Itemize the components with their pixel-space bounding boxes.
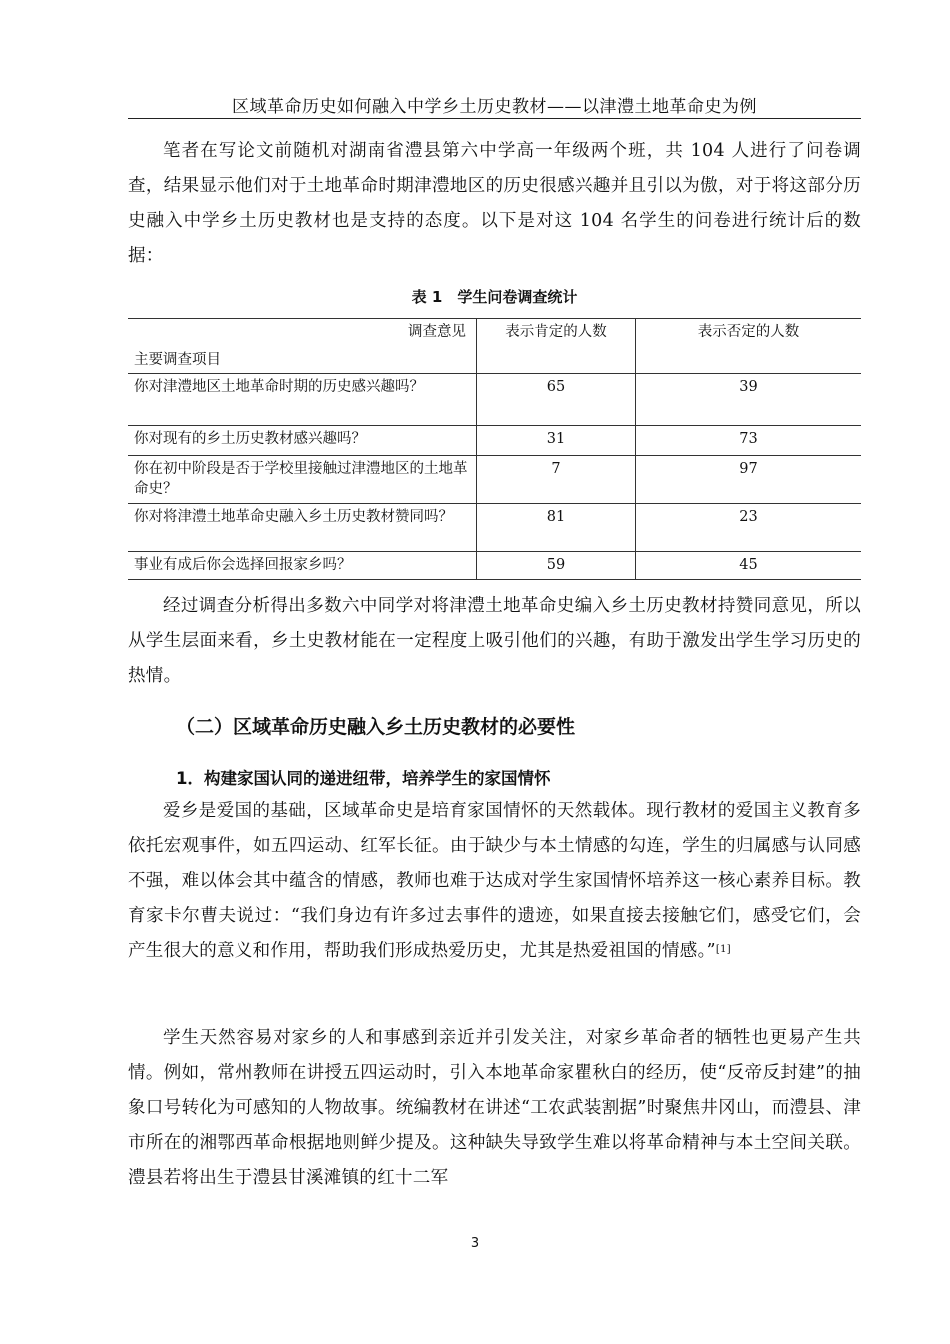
survey-table bbox=[128, 318, 861, 580]
table-row bbox=[128, 504, 861, 552]
table-header-diagonal-cell bbox=[128, 319, 477, 374]
table-caption: 表 1 学生问卷调查统计 bbox=[411, 288, 578, 306]
row-question: 你对现有的乡土历史教材感兴趣吗？ bbox=[128, 426, 477, 456]
header-yes: 表示肯定的人数 bbox=[477, 319, 636, 374]
row-no: 39 bbox=[636, 374, 862, 426]
row-question: 你在初中阶段是否于学校里接触过津澧地区的土地革命史？ bbox=[128, 456, 477, 504]
header-top-label: 调查意见 bbox=[408, 324, 466, 340]
header-rule bbox=[128, 118, 861, 119]
row-yes: 59 bbox=[477, 552, 636, 580]
page-number: 3 bbox=[470, 1236, 480, 1251]
row-question: 你对将津澧土地革命史融入乡土历史教材赞同吗？ bbox=[128, 504, 477, 552]
intro-paragraph: 笔者在写论文前随机对湖南省澧县第六中学高一年级两个班，共 104 人进行了问卷调查，结果显示他们对于土地革命时期津澧地区的历史很感兴趣并且引以为傲，对于将这部分历史融入中学乡土历史教材也是支持的态度。以下是对这 104 名学生的问卷进行统计后的数据： bbox=[128, 141, 861, 266]
header-no: 表示否定的人数 bbox=[636, 319, 862, 374]
paragraph-1-text: 爱乡是爱国的基础，区域革命史是培育家国情怀的天然载体。现行教材的爱国主义教育多依托宏观事件，如五四运动、红军长征。由于缺少与本土情感的勾连，学生的归属感与认同感不强，难以体会其中蕴含的情感，教师也难于达成对学生家国情怀培养这一核心素养目标。教育家卡尔曹夫说过：“我们身边有许多过去事件的遗迹，如果直接去接触它们，感受它们，会产生很大的意义和作用，帮助我们形成热爱历史，尤其是热爱祖国的情感。” bbox=[128, 801, 861, 961]
table-header-row bbox=[128, 319, 861, 374]
row-yes: 7 bbox=[477, 456, 636, 504]
row-yes: 81 bbox=[477, 504, 636, 552]
row-yes: 31 bbox=[477, 426, 636, 456]
body-paragraph-2: 学生天然容易对家乡的人和事感到亲近并引发关注，对家乡革命者的牺牲也更易产生共情。例如，常州教师在讲授五四运动时，引入本地革命家瞿秋白的经历，使“反帝反封建”的抽象口号转化为可感知的人物故事。统编教材在讲述“工农武装割据”时聚焦井冈山，而澧县、津市所在的湘鄂西革命根据地则鲜少提及。这种缺失导致学生难以将革命精神与本土空间关联。澧县若将出生于澧县甘溪滩镇的红十二军 bbox=[128, 1028, 861, 1188]
running-header: 区域革命历史如何融入中学乡土历史教材——以津澧土地革命史为例 bbox=[232, 97, 757, 117]
analysis-paragraph: 经过调查分析得出多数六中同学对将津澧土地革命史编入乡土历史教材持赞同意见，所以从学生层面来看，乡土史教材能在一定程度上吸引他们的兴趣，有助于激发出学生学习历史的热情。 bbox=[128, 596, 861, 686]
row-yes: 65 bbox=[477, 374, 636, 426]
row-no: 23 bbox=[636, 504, 862, 552]
subsection-title: 1．构建家国认同的递进纽带，培养学生的家国情怀 bbox=[176, 769, 551, 788]
table-row bbox=[128, 456, 861, 504]
row-no: 73 bbox=[636, 426, 862, 456]
row-question: 你对津澧地区土地革命时期的历史感兴趣吗？ bbox=[128, 374, 477, 426]
row-question: 事业有成后你会选择回报家乡吗？ bbox=[128, 552, 477, 580]
body-paragraph-1 bbox=[128, 794, 861, 969]
table-row bbox=[128, 552, 861, 580]
header-bottom-label: 主要调查项目 bbox=[134, 352, 221, 368]
table-row bbox=[128, 374, 861, 426]
row-no: 45 bbox=[636, 552, 862, 580]
row-no: 97 bbox=[636, 456, 862, 504]
table-row bbox=[128, 426, 861, 456]
citation-marker: [1] bbox=[715, 944, 731, 955]
section-title: （二）区域革命历史融入乡土历史教材的必要性 bbox=[176, 716, 576, 738]
